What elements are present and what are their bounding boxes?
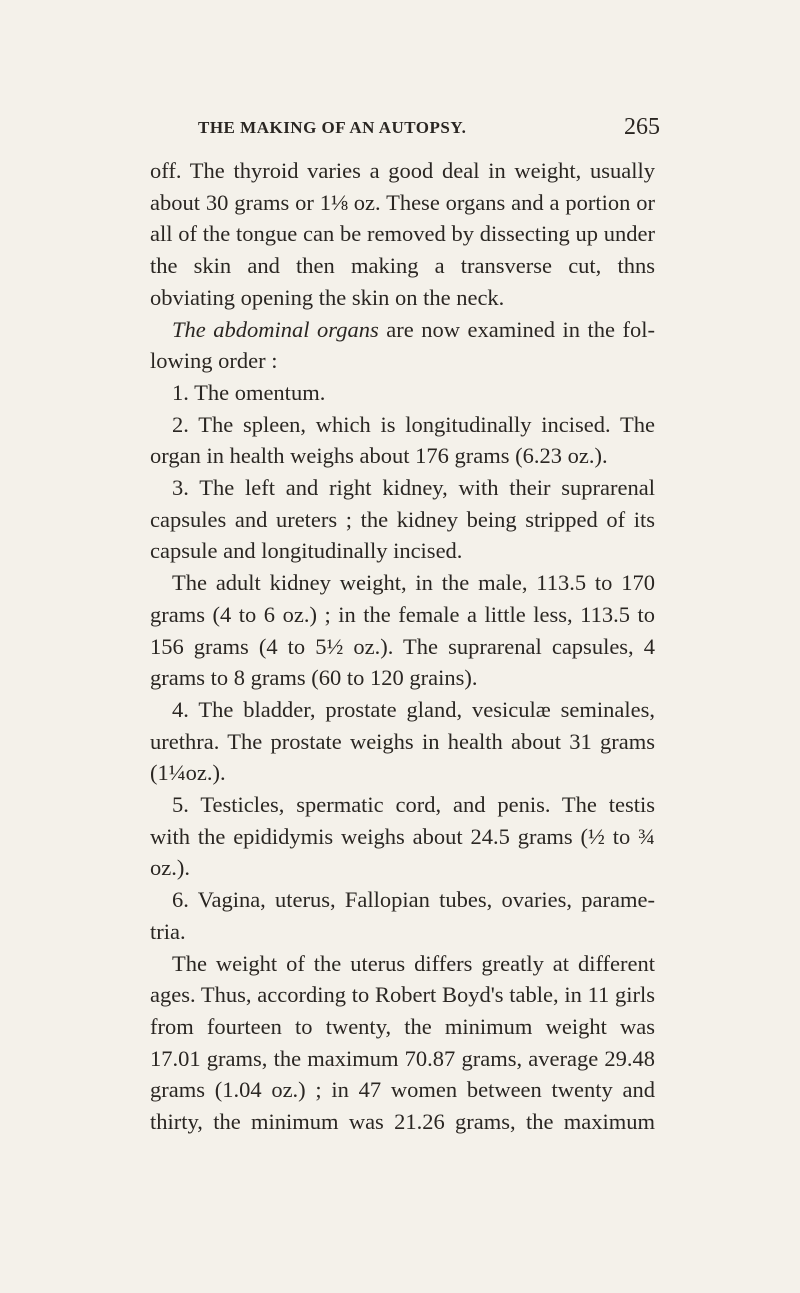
list-item-testicles: 5. Testicles, spermatic cord, and penis. The testis with the epididymis weighs about 24.5 grams (½ to ¾ oz.). [150, 792, 655, 881]
paragraph-thyroid: off. The thyroid varies a good deal in weight, usually about 30 grams or 1⅛ oz. These organs and a portion or all of the tongue can be removed by dissecting up under the skin and then making a transverse cut, thns obviating opening the skin on the neck. [150, 158, 655, 310]
list-item-vagina: 6. Vagina, uterus, Fallopian tubes, ovaries, parametria. [150, 887, 655, 944]
running-head [150, 114, 660, 140]
paragraph-uterus-weight: The weight of the uterus differs greatly at different ages. Thus, according to Robert Boyd's table, in 11 girls from fourteen to twenty, the minimum weight was 17.01 grams, the maximum 70.87 grams, average 29.48 grams (1.04 oz.) ; in 47 women between twenty and thirty, the minimum was 21.26 grams, the maximum [150, 950, 655, 1135]
list-item-bladder: 4. The bladder, prostate gland, vesiculæ seminales, urethra. The prostate weighs in health about 31 grams (1¼oz.). [150, 696, 655, 786]
italic-heading: The abdominal organs [172, 316, 379, 342]
body-text [150, 155, 655, 1138]
list-item-spleen: 2. The spleen, which is longitudinally incised. The organ in health weighs about 176 grams (6.23 oz.). [150, 411, 655, 469]
list-item-kidney: 3. The left and right kidney, with their suprarenal capsules and ureters ; the kidney being stripped of its capsule and longitudinally incised. [150, 475, 655, 564]
running-head-title: THE MAKING OF AN AUTOPSY. [198, 118, 467, 137]
paragraph-abdominal-organs [150, 314, 655, 377]
list-item-omentum: 1. The omentum. [172, 379, 326, 405]
paragraph-text: are now examined in the following order : [150, 316, 655, 374]
paragraph-kidney-weight: The adult kidney weight, in the male, 113.5 to 170 grams (4 to 6 oz.) ; in the female a little less, 113.5 to 156 grams (4 to 5½ oz.). The suprarenal capsules, 4 grams to 8 grams (60 to 120 grains). [150, 570, 655, 691]
page-number: 265 [624, 114, 660, 140]
